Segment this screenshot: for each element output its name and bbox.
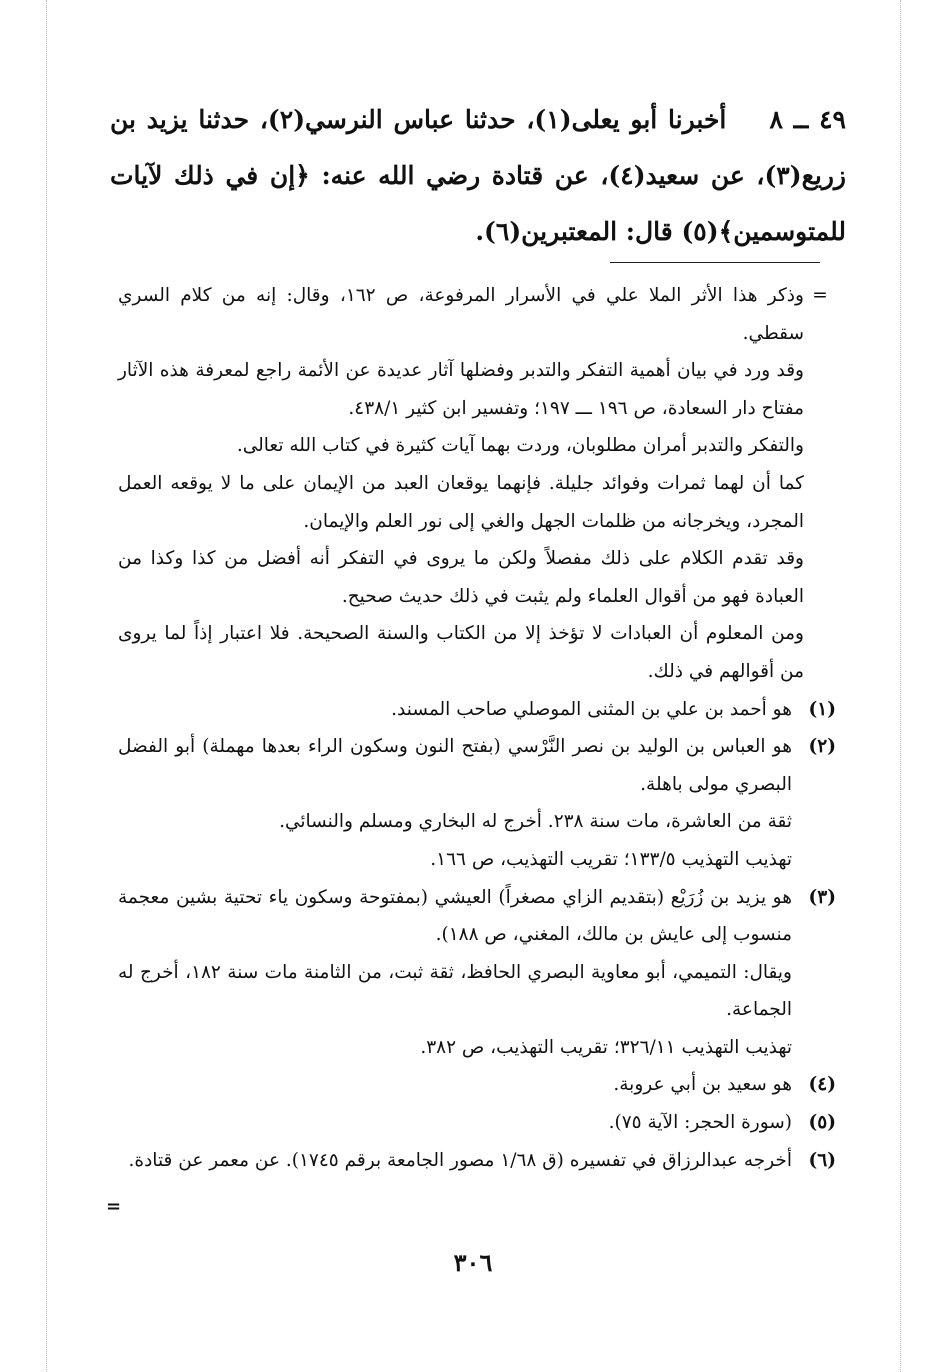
footnote-line: هو العباس بن الوليد بن نصر النَّرْسي (بفتح النون وسكون الراء بعدها مهملة) أبو الفضل البصري مولى باهلة. — [118, 736, 792, 795]
hadith-number: ٤٩ ــ ٨ — [769, 105, 846, 134]
footnote-6 — [118, 1142, 836, 1180]
hadith-text: أخبرنا أبو يعلى(١)، حدثنا عباس النرسي(٢)، حدثنا يزيد بن زريع(٣)، عن سعيد(٤)، عن قتادة رضي الله عنه: ﴿إن في ذلك لآيات للمتوسمين﴾(٥) قال: المعتبرين(٦). — [110, 105, 846, 246]
footnote-line: تهذيب التهذيب ٣٢٦/١١؛ تقريب التهذيب، ص ٣٨٢. — [420, 1036, 792, 1058]
footnote-marker: (٥) — [808, 1112, 836, 1134]
scan-dotted-line — [900, 0, 902, 1372]
footnote-marker: (١) — [808, 698, 836, 720]
continued-note — [118, 277, 836, 691]
footnote-line: أخرجه عبدالرزاق في تفسيره (ق ١/٦٨ مصور الجامعة برقم ١٧٤٥). عن معمر عن قتادة. — [128, 1149, 792, 1171]
note-paragraph: وقد ورد في بيان أهمية التفكر والتدبر وفضلها آثار عديدة عن الأئمة راجع لمعرفة هذه الآثار مفتاح دار السعادة، ص ١٩٦ ـــ ١٩٧؛ وتفسير ابن كثير ٤٣٨/١. — [118, 360, 804, 419]
footnote-line: ثقة من العاشرة، مات سنة ٢٣٨. أخرج له البخاري ومسلم والنسائي. — [279, 811, 792, 833]
footnote-2 — [118, 728, 836, 878]
page-number: ٣٠٦ — [453, 1248, 493, 1277]
footnote-line: هو أحمد بن علي بن المثنى الموصلي صاحب المسند. — [391, 698, 792, 720]
footnote-4 — [118, 1066, 836, 1104]
footnote-separator — [610, 262, 820, 263]
note-paragraph: كما أن لهما ثمرات وفوائد جليلة. فإنهما يوقعان العبد من الإيمان على ما لا يوقعه العمل المجرد، ويخرجانه من ظلمات الجهل والغي إلى نور العلم والإيمان. — [118, 472, 804, 532]
footnote-marker: (٦) — [808, 1149, 836, 1171]
continuation-mark: = — [812, 285, 828, 306]
footnote-line: هو سعيد بن أبي عروبة. — [613, 1074, 792, 1096]
footnote-5 — [118, 1104, 836, 1142]
hadith-paragraph — [110, 92, 846, 260]
note-paragraph: وقد تقدم الكلام على ذلك مفصلاً ولكن ما يروى في التفكر أنه أفضل من كذا وكذا من العبادة فهو من أقوال العلماء ولم يثبت في ذلك حديث صحيح. — [118, 548, 804, 607]
note-paragraph: ومن المعلوم أن العبادات لا تؤخذ إلا من الكتاب والسنة الصحيحة. فلا اعتبار إذاً لما يروى من أقوالهم في ذلك. — [118, 623, 804, 682]
footnote-marker: (٢) — [808, 736, 836, 758]
footnote-marker: (٣) — [808, 886, 836, 908]
note-paragraph: والتفكر والتدبر أمران مطلوبان، وردت بهما آيات كثيرة في كتاب الله تعالى. — [236, 435, 804, 457]
footnote-3 — [118, 879, 836, 1067]
scan-dotted-line — [46, 0, 48, 1372]
footnote-line: ويقال: التميمي، أبو معاوية البصري الحافظ، ثقة ثبت، من الثامنة مات سنة ١٨٢، أخرج له الجماعة. — [118, 961, 792, 1021]
continues-next-page-mark: = — [106, 1196, 122, 1217]
footnotes-section — [118, 277, 836, 1179]
footnote-1 — [118, 691, 836, 729]
footnote-line: هو يزيد بن زُرَيْع (بتقديم الزاي مصغراً) العيشي (بمفتوحة وسكون ياء تحتية بشين معجمة منسوب إلى عايش بن مالك، المغني، ص ١٨٨). — [118, 886, 792, 946]
note-paragraph: وذكر هذا الأثر الملا علي في الأسرار المرفوعة، ص ١٦٢، وقال: إنه من كلام السري سقطي. — [118, 285, 804, 344]
footnote-line: تهذيب التهذيب ١٣٣/٥؛ تقريب التهذيب، ص ١٦٦. — [430, 848, 792, 870]
footnote-line: (سورة الحجر: الآية ٧٥). — [608, 1112, 792, 1134]
footnote-marker: (٤) — [808, 1074, 836, 1096]
